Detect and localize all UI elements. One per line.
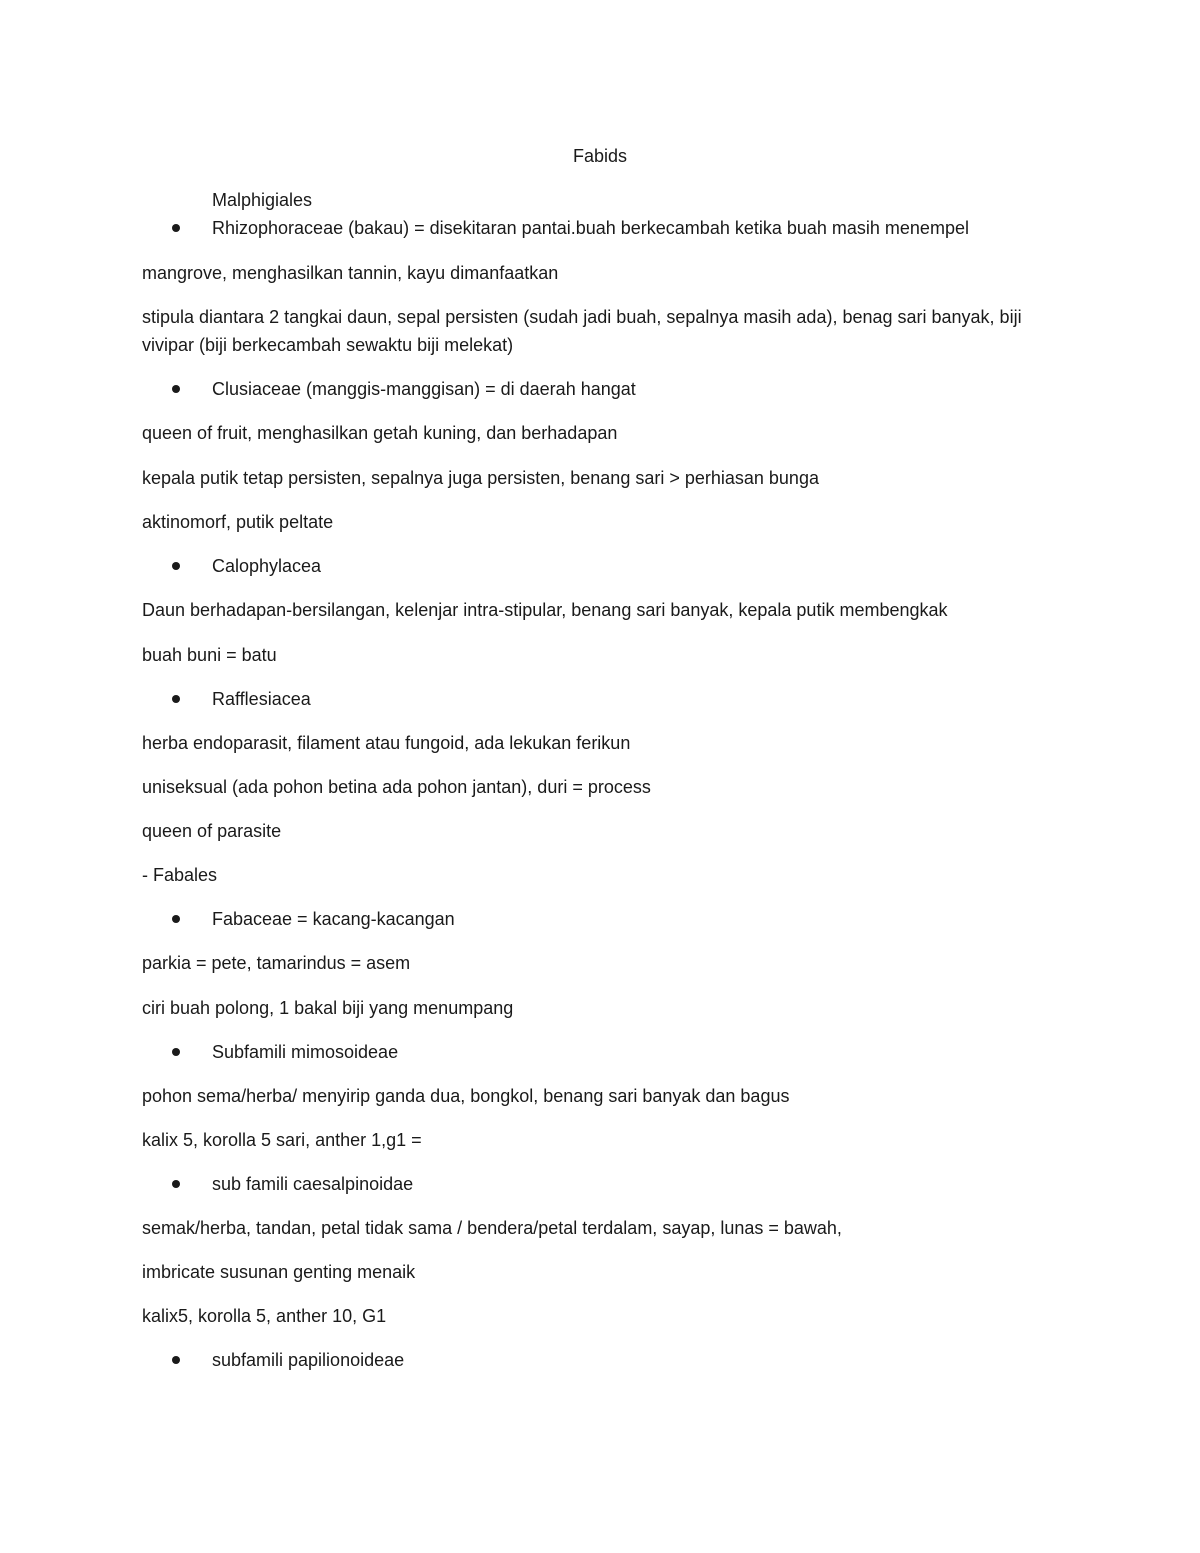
bullet-icon — [172, 214, 212, 242]
text-paragraph: stipula diantara 2 tangkai daun, sepal persisten (sudah jadi buah, sepalnya masih ada), benag sari banyak, biji vivipar (biji berkecambah sewaktu biji melekat) — [142, 307, 1022, 355]
text-line: semak/herba, tandan, petal tidak sama / bendera/petal terdalam, sayap, lunas = bawah, — [142, 1218, 842, 1238]
order-heading-malphigiales: Malphigiales — [212, 190, 313, 210]
order-heading-fabales: - Fabales — [142, 865, 218, 885]
family-heading: Fabaceae = kacang-kacangan — [212, 909, 455, 929]
bullet-item-papilionoideae — [172, 1346, 404, 1374]
text-line: mangrove, menghasilkan tannin, kayu dimanfaatkan — [142, 263, 559, 283]
text-line: queen of parasite — [142, 821, 282, 841]
bullet-icon — [172, 552, 212, 580]
text-line: uniseksual (ada pohon betina ada pohon jantan), duri = process — [142, 777, 651, 797]
bullet-item-clusiaceae — [172, 375, 636, 403]
document-title: Fabids — [572, 146, 628, 166]
family-heading: Rafflesiacea — [212, 689, 311, 709]
text-line: pohon sema/herba/ menyirip ganda dua, bongkol, benang sari banyak dan bagus — [142, 1086, 790, 1106]
bullet-icon — [172, 1346, 212, 1374]
family-heading: Clusiaceae (manggis-manggisan) = di daerah hangat — [212, 379, 636, 399]
subfamily-heading: subfamili papilionoideae — [212, 1350, 405, 1370]
bullet-item-calophylacea — [172, 552, 321, 580]
bullet-icon — [172, 375, 212, 403]
text-line: queen of fruit, menghasilkan getah kuning, dan berhadapan — [142, 423, 618, 443]
text-line: parkia = pete, tamarindus = asem — [142, 953, 411, 973]
bullet-icon — [172, 905, 212, 933]
text-line: ciri buah polong, 1 bakal biji yang menumpang — [142, 998, 514, 1018]
bullet-item-rhizophoraceae — [172, 214, 969, 242]
subfamily-heading: Subfamili mimosoideae — [212, 1042, 399, 1062]
text-line: kalix5, korolla 5, anther 10, G1 — [142, 1306, 387, 1326]
text-line: kalix 5, korolla 5 sari, anther 1,g1 = — [142, 1130, 422, 1150]
bullet-item-caesalpinoidae — [172, 1170, 413, 1198]
bullet-icon — [172, 685, 212, 713]
bullet-icon — [172, 1038, 212, 1066]
text-line: herba endoparasit, filament atau fungoid, ada lekukan ferikun — [142, 733, 631, 753]
bullet-item-rafflesiacea — [172, 685, 311, 713]
text-line: aktinomorf, putik peltate — [142, 512, 334, 532]
text-line: kepala putik tetap persisten, sepalnya juga persisten, benang sari > perhiasan bunga — [142, 468, 819, 488]
text-line: imbricate susunan genting menaik — [142, 1262, 416, 1282]
bullet-item-mimosoideae — [172, 1038, 398, 1066]
bullet-item-fabaceae — [172, 905, 455, 933]
family-heading: Calophylacea — [212, 556, 322, 576]
subfamily-heading: sub famili caesalpinoidae — [212, 1174, 414, 1194]
bullet-icon — [172, 1170, 212, 1198]
text-line: buah buni = batu — [142, 645, 277, 665]
family-heading: Rhizophoraceae (bakau) = disekitaran pantai.buah berkecambah ketika buah masih menempel — [212, 218, 969, 238]
text-line: Daun berhadapan-bersilangan, kelenjar intra-stipular, benang sari banyak, kepala putik membengkak — [142, 600, 948, 620]
